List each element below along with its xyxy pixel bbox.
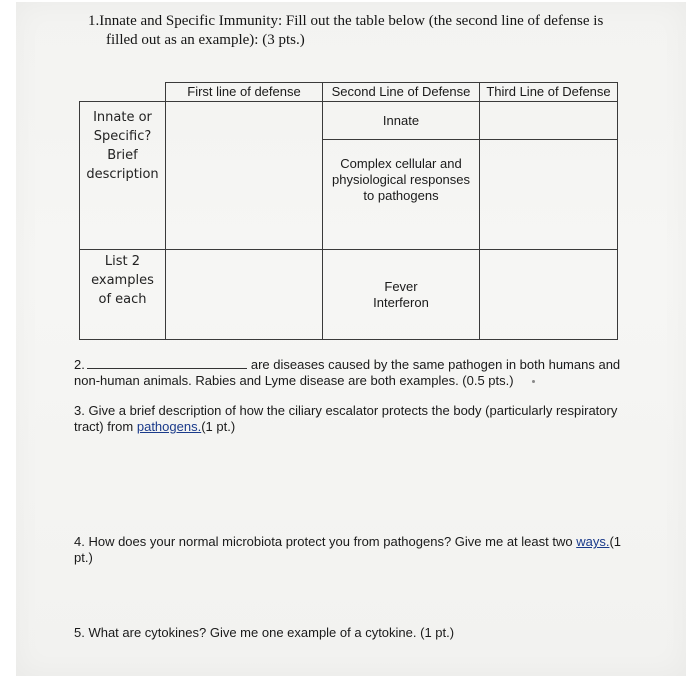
row-label-innate-description xyxy=(80,102,166,250)
question-1 xyxy=(88,12,658,50)
question-5 xyxy=(74,625,634,641)
question-4 xyxy=(74,534,634,566)
question-2 xyxy=(74,357,634,389)
cell-second-description-text: Complex cellular and physiological responses to pathogens xyxy=(331,156,471,203)
question-3 xyxy=(74,403,634,435)
answer-blank[interactable] xyxy=(87,357,247,369)
question-3-text-b: tract) from xyxy=(74,419,134,434)
header-first-line: First line of defense xyxy=(166,83,323,102)
cell-first-examples[interactable] xyxy=(166,250,323,340)
table-row-innate xyxy=(80,102,618,140)
question-2-text-a: are diseases caused by the same pathogen in both humans and xyxy=(250,357,621,372)
question-2-text-b: non-human animals. Rabies and Lyme disease are both examples. (0.5 pts.) xyxy=(74,373,514,388)
question-4-points: (1 pt.) xyxy=(74,534,621,565)
row-label-innate-text: Innate or Specific? Brief description xyxy=(86,110,159,182)
question-1-line-1: 1.Innate and Specific Immunity: Fill out the table below (the second line of defense is xyxy=(88,13,604,29)
table-header-row xyxy=(80,83,618,102)
pathogens-link[interactable]: pathogens. xyxy=(136,419,202,434)
defense-table xyxy=(79,82,618,340)
row-label-examples xyxy=(80,250,166,340)
question-3-text-a: 3. Give a brief description of how the ciliary escalator protects the body (particularly respiratory xyxy=(74,403,618,418)
cell-second-description xyxy=(323,140,480,250)
header-blank-cell xyxy=(80,83,166,102)
cell-third-innate[interactable] xyxy=(480,102,618,140)
cell-second-innate-text: Innate xyxy=(382,112,420,128)
question-3-points: (1 pt.) xyxy=(201,419,236,434)
row-label-examples-text: List 2 examples of each xyxy=(91,254,154,307)
question-4-text: 4. How does your normal microbiota protect you from pathogens? Give me at least two xyxy=(74,534,573,549)
cell-second-examples xyxy=(323,250,480,340)
cell-third-examples[interactable] xyxy=(480,250,618,340)
speck-dot xyxy=(532,380,535,383)
ways-link[interactable]: ways. xyxy=(576,534,610,549)
question-5-text: 5. What are cytokines? Give me one example of a cytokine. (1 pt.) xyxy=(74,625,455,640)
cell-first-line-innate[interactable] xyxy=(166,102,323,250)
cell-second-innate xyxy=(323,102,480,140)
table-row-examples xyxy=(80,250,618,340)
cell-third-description[interactable] xyxy=(480,140,618,250)
header-third-line: Third Line of Defense xyxy=(480,83,618,102)
question-2-number: 2. xyxy=(74,357,85,372)
question-1-line-2: filled out as an example): (3 pts.) xyxy=(106,32,305,48)
cell-second-examples-text: Fever Interferon xyxy=(373,278,429,310)
header-second-line: Second Line of Defense xyxy=(323,83,480,102)
